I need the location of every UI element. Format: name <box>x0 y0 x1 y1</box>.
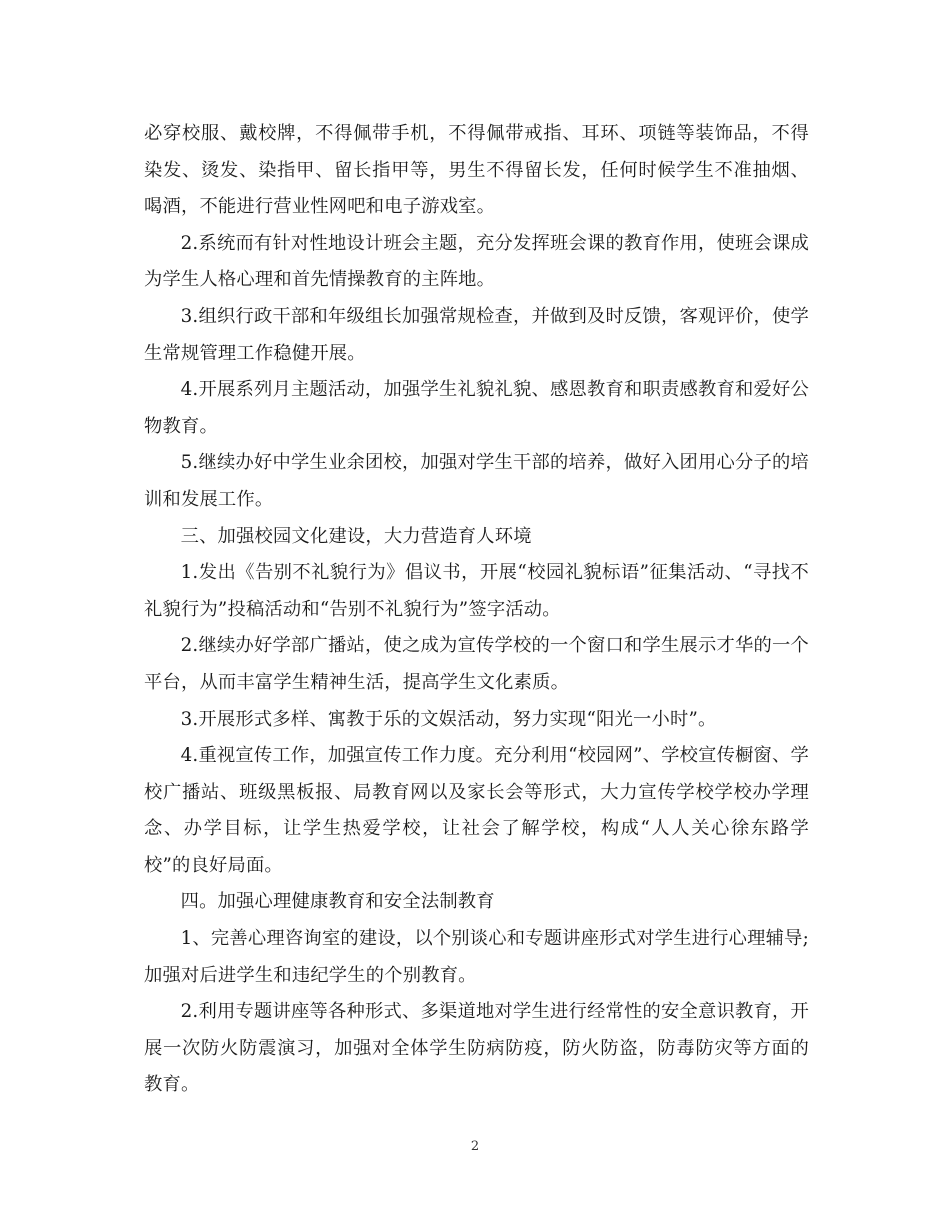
paragraph-9: 3.开展形式多样、寓教于乐的文娱活动，努力实现“阳光一小时”。 <box>180 708 717 730</box>
paragraph-2: 2.系统而有针对性地设计班会主题，充分发挥班会课的教育作用，使班会课成为学生人格心理和首先情操教育的主阵地。 <box>144 232 809 291</box>
paragraph-8: 2.继续办好学部广播站，使之成为宣传学校的一个窗口和学生展示才华的一个平台，从而丰富学生精神生活，提高学生文化素质。 <box>144 635 809 693</box>
paragraph-1: 必穿校服、戴校牌，不得佩带手机，不得佩带戒指、耳环、项链等装饰品，不得染发、烫发、染指甲、留长指甲等，男生不得留长发，任何时候学生不准抽烟、喝酒，不能进行营业性网吧和电子游戏室。 <box>144 123 809 218</box>
paragraph-4: 4.开展系列月主题活动，加强学生礼貌礼貌、感恩教育和职责感教育和爱好公物教育。 <box>144 379 809 437</box>
paragraph-10: 4.重视宣传工作，加强宣传工作力度。充分利用“校园网”、学校宣传橱窗、学校广播站、班级黑板报、局教育网以及家长会等形式，大力宣传学校学校办学理念、办学目标，让学生热爱学校，让社会了解学校，构成“人人关心徐东路学校”的良好局面。 <box>144 745 809 876</box>
document-body <box>144 116 809 1104</box>
section-heading-3: 三、加强校园文化建设，大力营造育人环境 <box>180 525 532 547</box>
page-number: 2 <box>470 1139 480 1154</box>
section-heading-4: 四。加强心理健康教育和安全法制教育 <box>180 891 495 913</box>
paragraph-12: 1、完善心理咨询室的建设，以个别谈心和专题讲座形式对学生进行心理辅导;加强对后进学生和违纪学生的个别教育。 <box>144 928 809 986</box>
paragraph-13: 2.利用专题讲座等各种形式、多渠道地对学生进行经常性的安全意识教育，开展一次防火防震演习，加强对全体学生防病防疫，防火防盗，防毒防灾等方面的教育。 <box>144 1001 809 1096</box>
paragraph-3: 3.组织行政干部和年级组长加强常规检查，并做到及时反馈，客观评价，使学生常规管理工作稳健开展。 <box>144 305 809 364</box>
paragraph-5: 5.继续办好中学生业余团校，加强对学生干部的培养，做好入团用心分子的培训和发展工作。 <box>144 452 809 510</box>
paragraph-7: 1.发出《告别不礼貌行为》倡议书，开展“校园礼貌标语”征集活动、“寻找不礼貌行为”投稿活动和“告别不礼貌行为”签字活动。 <box>144 562 809 620</box>
